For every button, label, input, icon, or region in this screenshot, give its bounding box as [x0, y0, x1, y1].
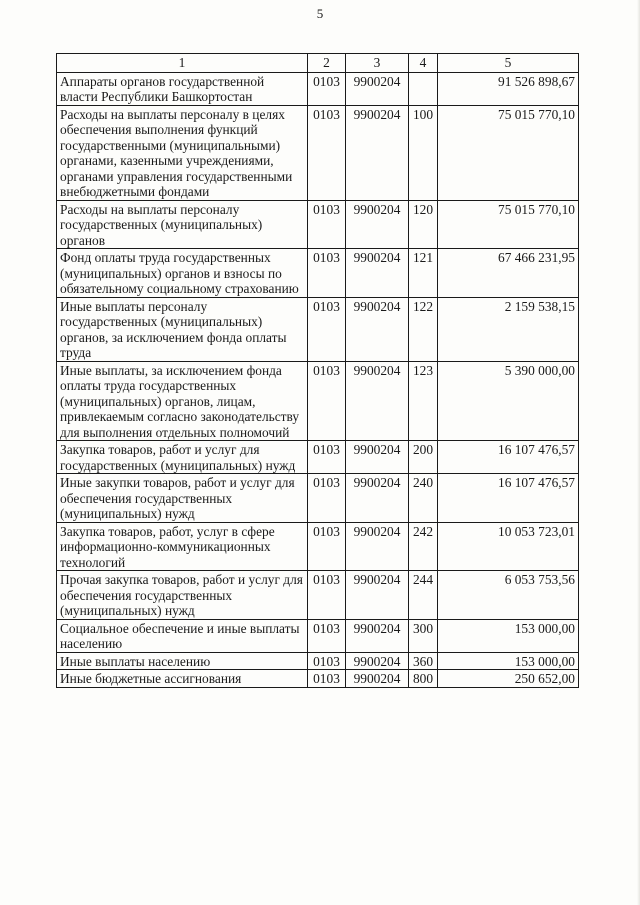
table-row [57, 522, 579, 571]
row-name: Социальное обеспечение и иные выплаты населению [57, 619, 308, 652]
row-target-code: 9900204 [346, 474, 409, 523]
table-row [57, 619, 579, 652]
row-name: Расходы на выплаты персоналу государственных (муниципальных) органов [57, 200, 308, 249]
table-row [57, 72, 579, 105]
row-section-code: 0103 [308, 297, 346, 361]
row-expense-code: 122 [409, 297, 438, 361]
row-name: Иные выплаты персоналу государственных (муниципальных) органов, за исключением фонда оплаты труда [57, 297, 308, 361]
row-target-code: 9900204 [346, 670, 409, 688]
row-target-code: 9900204 [346, 72, 409, 105]
row-name: Аппараты органов государственной власти Республики Башкортостан [57, 72, 308, 105]
row-expense-code: 244 [409, 571, 438, 620]
row-amount: 10 053 723,01 [438, 522, 579, 571]
table-row [57, 571, 579, 620]
row-expense-code: 200 [409, 441, 438, 474]
row-target-code: 9900204 [346, 441, 409, 474]
row-target-code: 9900204 [346, 297, 409, 361]
row-section-code: 0103 [308, 474, 346, 523]
row-amount: 91 526 898,67 [438, 72, 579, 105]
row-section-code: 0103 [308, 619, 346, 652]
row-name: Иные выплаты, за исключением фонда оплаты труда государственных (муниципальных) органов, лицам, привлекаемым согласно законодательству для выполнения отдельных полномочий [57, 361, 308, 441]
row-amount: 75 015 770,10 [438, 105, 579, 200]
column-header-section: 2 [308, 54, 346, 73]
column-header-amount: 5 [438, 54, 579, 73]
table-row [57, 361, 579, 441]
row-section-code: 0103 [308, 200, 346, 249]
table-row [57, 670, 579, 688]
row-section-code: 0103 [308, 670, 346, 688]
table-row [57, 297, 579, 361]
row-target-code: 9900204 [346, 361, 409, 441]
row-target-code: 9900204 [346, 105, 409, 200]
row-amount: 16 107 476,57 [438, 441, 579, 474]
row-amount: 2 159 538,15 [438, 297, 579, 361]
table-row [57, 441, 579, 474]
row-amount: 250 652,00 [438, 670, 579, 688]
row-section-code: 0103 [308, 249, 346, 298]
row-section-code: 0103 [308, 105, 346, 200]
row-expense-code: 800 [409, 670, 438, 688]
table-row [57, 249, 579, 298]
row-name: Иные закупки товаров, работ и услуг для обеспечения государственных (муниципальных) нужд [57, 474, 308, 523]
row-expense-code [409, 72, 438, 105]
row-expense-code: 100 [409, 105, 438, 200]
row-target-code: 9900204 [346, 200, 409, 249]
row-section-code: 0103 [308, 441, 346, 474]
row-name: Фонд оплаты труда государственных (муниципальных) органов и взносы по обязательному социальному страхованию [57, 249, 308, 298]
row-name: Прочая закупка товаров, работ и услуг для обеспечения государственных (муниципальных) нужд [57, 571, 308, 620]
row-amount: 153 000,00 [438, 652, 579, 670]
table-row [57, 105, 579, 200]
column-header-target: 3 [346, 54, 409, 73]
row-expense-code: 242 [409, 522, 438, 571]
row-section-code: 0103 [308, 571, 346, 620]
row-amount: 153 000,00 [438, 619, 579, 652]
row-name: Иные выплаты населению [57, 652, 308, 670]
row-expense-code: 123 [409, 361, 438, 441]
row-section-code: 0103 [308, 361, 346, 441]
row-name: Иные бюджетные ассигнования [57, 670, 308, 688]
row-section-code: 0103 [308, 652, 346, 670]
row-name: Расходы на выплаты персоналу в целях обеспечения выполнения функций государственными (муниципальными) органами, казенными учреждениями, органами управления государственными внебюджетными фондами [57, 105, 308, 200]
row-target-code: 9900204 [346, 522, 409, 571]
row-target-code: 9900204 [346, 619, 409, 652]
row-expense-code: 360 [409, 652, 438, 670]
row-expense-code: 120 [409, 200, 438, 249]
row-expense-code: 240 [409, 474, 438, 523]
row-amount: 75 015 770,10 [438, 200, 579, 249]
row-expense-code: 300 [409, 619, 438, 652]
row-name: Закупка товаров, работ и услуг для государственных (муниципальных) нужд [57, 441, 308, 474]
row-target-code: 9900204 [346, 571, 409, 620]
row-name: Закупка товаров, работ, услуг в сфере информационно-коммуникационных технологий [57, 522, 308, 571]
table-row [57, 474, 579, 523]
row-amount: 5 390 000,00 [438, 361, 579, 441]
row-amount: 6 053 753,56 [438, 571, 579, 620]
column-header-expense-type: 4 [409, 54, 438, 73]
table-row [57, 652, 579, 670]
page-number: 5 [316, 6, 324, 21]
row-amount: 16 107 476,57 [438, 474, 579, 523]
row-target-code: 9900204 [346, 249, 409, 298]
row-expense-code: 121 [409, 249, 438, 298]
column-header-name: 1 [57, 54, 308, 73]
table-row [57, 200, 579, 249]
row-target-code: 9900204 [346, 652, 409, 670]
table-header-row [57, 54, 579, 73]
row-section-code: 0103 [308, 522, 346, 571]
budget-table [56, 53, 579, 688]
row-section-code: 0103 [308, 72, 346, 105]
row-amount: 67 466 231,95 [438, 249, 579, 298]
